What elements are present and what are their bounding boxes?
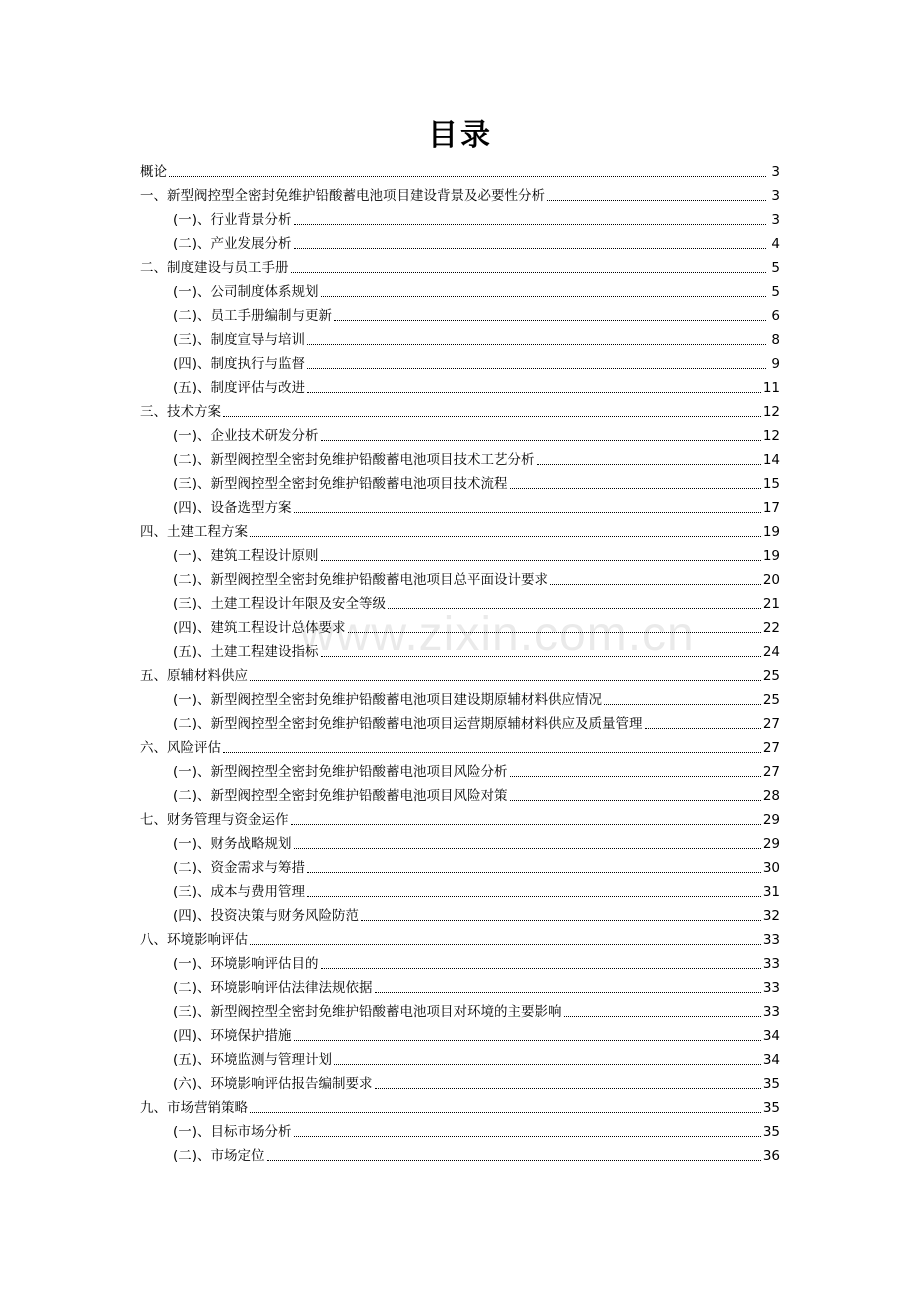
- toc-entry-title: (四)、建筑工程设计总体要求: [173, 620, 346, 636]
- toc-page-number: 25: [762, 692, 780, 708]
- toc-entry-title: (一)、企业技术研发分析: [173, 428, 319, 444]
- dot-leader: [510, 776, 761, 777]
- toc-page-number: 33: [762, 932, 780, 948]
- dot-leader: [307, 392, 761, 393]
- toc-page-number: 27: [762, 764, 780, 780]
- toc-page-number: 36: [762, 1148, 780, 1164]
- toc-page-number: 35: [762, 1100, 780, 1116]
- toc-page-number: 4: [771, 236, 780, 252]
- toc-entry-title: (一)、目标市场分析: [173, 1124, 292, 1140]
- toc-subentry[interactable]: [140, 424, 780, 448]
- toc-entry[interactable]: [140, 256, 780, 280]
- toc-subentry[interactable]: [140, 976, 780, 1000]
- toc-page-number: 19: [762, 524, 780, 540]
- dot-leader: [361, 920, 761, 921]
- dot-leader: [291, 272, 767, 273]
- toc-entry-title: 九、市场营销策略: [140, 1100, 248, 1116]
- toc-entry[interactable]: [140, 1096, 780, 1120]
- toc-entry-title: 概论: [140, 164, 167, 180]
- toc-page-number: 20: [762, 572, 780, 588]
- toc-entry-title: 四、土建工程方案: [140, 524, 248, 540]
- toc-entry-title: (三)、新型阀控型全密封免维护铅酸蓄电池项目对环境的主要影响: [173, 1004, 562, 1020]
- toc-entry[interactable]: [140, 184, 780, 208]
- toc-subentry[interactable]: [140, 568, 780, 592]
- toc-entry-title: (一)、建筑工程设计原则: [173, 548, 319, 564]
- dot-leader: [307, 344, 766, 345]
- toc-subentry[interactable]: [140, 1048, 780, 1072]
- toc-page-number: 12: [762, 428, 780, 444]
- toc-entry[interactable]: [140, 400, 780, 424]
- toc-subentry[interactable]: [140, 352, 780, 376]
- table-of-contents: [140, 160, 780, 1168]
- toc-page-number: 5: [771, 260, 780, 276]
- dot-leader: [334, 320, 766, 321]
- toc-entry-title: 六、风险评估: [140, 740, 221, 756]
- toc-entry-title: (六)、环境影响评估报告编制要求: [173, 1076, 373, 1092]
- toc-page-number: 29: [762, 836, 780, 852]
- dot-leader: [321, 560, 761, 561]
- toc-entry-title: (二)、资金需求与筹措: [173, 860, 306, 876]
- toc-page-number: 29: [762, 812, 780, 828]
- toc-entry-title: (三)、成本与费用管理: [173, 884, 306, 900]
- toc-entry-title: (四)、制度执行与监督: [173, 356, 306, 372]
- toc-subentry[interactable]: [140, 1120, 780, 1144]
- toc-subentry[interactable]: [140, 784, 780, 808]
- toc-page-number: 3: [771, 164, 780, 180]
- toc-entry-title: 三、技术方案: [140, 404, 221, 420]
- toc-entry-title: (二)、新型阀控型全密封免维护铅酸蓄电池项目运营期原辅材料供应及质量管理: [173, 716, 643, 732]
- toc-subentry[interactable]: [140, 760, 780, 784]
- dot-leader: [547, 200, 766, 201]
- dot-leader: [294, 248, 766, 249]
- toc-page-number: 22: [762, 620, 780, 636]
- dot-leader: [388, 608, 761, 609]
- toc-page-number: 11: [762, 380, 780, 396]
- toc-entry[interactable]: [140, 736, 780, 760]
- toc-page-number: 25: [762, 668, 780, 684]
- toc-page-number: 34: [762, 1052, 780, 1068]
- toc-page-number: 34: [762, 1028, 780, 1044]
- toc-entry-title: (二)、员工手册编制与更新: [173, 308, 333, 324]
- dot-leader: [294, 1136, 761, 1137]
- toc-page-number: 32: [762, 908, 780, 924]
- toc-page-number: 6: [771, 308, 780, 324]
- toc-entry-title: (四)、环境保护措施: [173, 1028, 292, 1044]
- toc-page-number: 33: [762, 1004, 780, 1020]
- toc-page-number: 35: [762, 1124, 780, 1140]
- toc-subentry[interactable]: [140, 208, 780, 232]
- toc-subentry[interactable]: [140, 880, 780, 904]
- toc-entry[interactable]: [140, 664, 780, 688]
- dot-leader: [291, 824, 761, 825]
- toc-subentry[interactable]: [140, 472, 780, 496]
- dot-leader: [321, 968, 761, 969]
- dot-leader: [294, 1040, 761, 1041]
- dot-leader: [307, 896, 761, 897]
- toc-entry-title: (一)、新型阀控型全密封免维护铅酸蓄电池项目建设期原辅材料供应情况: [173, 692, 603, 708]
- dot-leader: [250, 680, 761, 681]
- toc-subentry[interactable]: [140, 328, 780, 352]
- toc-page-number: 27: [762, 716, 780, 732]
- toc-entry-title: (一)、环境影响评估目的: [173, 956, 319, 972]
- toc-page-number: 28: [762, 788, 780, 804]
- dot-leader: [223, 752, 761, 753]
- toc-page-number: 12: [762, 404, 780, 420]
- toc-entry[interactable]: [140, 928, 780, 952]
- toc-subentry[interactable]: [140, 1000, 780, 1024]
- dot-leader: [348, 632, 761, 633]
- toc-subentry[interactable]: [140, 856, 780, 880]
- toc-subentry[interactable]: [140, 904, 780, 928]
- toc-subentry[interactable]: [140, 712, 780, 736]
- toc-entry-title: (四)、投资决策与财务风险防范: [173, 908, 360, 924]
- toc-subentry[interactable]: [140, 832, 780, 856]
- dot-leader: [550, 584, 761, 585]
- toc-subentry[interactable]: [140, 688, 780, 712]
- dot-leader: [564, 1016, 761, 1017]
- toc-subentry[interactable]: [140, 1144, 780, 1168]
- toc-entry-title: 五、原辅材料供应: [140, 668, 248, 684]
- page-title: 目录: [428, 118, 492, 153]
- toc-page-number: 3: [771, 188, 780, 204]
- toc-page-number: 15: [762, 476, 780, 492]
- toc-entry-title: (一)、财务战略规划: [173, 836, 292, 852]
- toc-page-number: 30: [762, 860, 780, 876]
- toc-page-number: 17: [762, 500, 780, 516]
- toc-page-number: 33: [762, 980, 780, 996]
- toc-subentry[interactable]: [140, 1072, 780, 1096]
- toc-entry[interactable]: [140, 160, 780, 184]
- toc-subentry[interactable]: [140, 544, 780, 568]
- watermark: www.zixin.com.cn: [300, 608, 695, 661]
- dot-leader: [294, 224, 766, 225]
- toc-page-number: 24: [762, 644, 780, 660]
- toc-page-number: 31: [762, 884, 780, 900]
- dot-leader: [537, 464, 761, 465]
- toc-entry-title: (五)、土建工程建设指标: [173, 644, 319, 660]
- toc-entry-title: (三)、制度宣导与培训: [173, 332, 306, 348]
- dot-leader: [307, 872, 761, 873]
- toc-subentry[interactable]: [140, 376, 780, 400]
- dot-leader: [169, 176, 766, 177]
- toc-entry[interactable]: [140, 808, 780, 832]
- toc-subentry[interactable]: [140, 280, 780, 304]
- dot-leader: [294, 848, 761, 849]
- dot-leader: [510, 488, 761, 489]
- toc-page-number: 33: [762, 956, 780, 972]
- dot-leader: [645, 728, 761, 729]
- toc-page-number: 21: [762, 596, 780, 612]
- toc-entry-title: (二)、新型阀控型全密封免维护铅酸蓄电池项目总平面设计要求: [173, 572, 549, 588]
- toc-subentry[interactable]: [140, 952, 780, 976]
- toc-entry-title: (二)、市场定位: [173, 1148, 265, 1164]
- toc-page-number: 9: [771, 356, 780, 372]
- toc-entry-title: (二)、新型阀控型全密封免维护铅酸蓄电池项目技术工艺分析: [173, 452, 535, 468]
- toc-entry-title: (三)、土建工程设计年限及安全等级: [173, 596, 387, 612]
- toc-subentry[interactable]: [140, 616, 780, 640]
- dot-leader: [307, 368, 766, 369]
- toc-page-number: 14: [762, 452, 780, 468]
- toc-page-number: 35: [762, 1076, 780, 1092]
- toc-entry-title: (三)、新型阀控型全密封免维护铅酸蓄电池项目技术流程: [173, 476, 508, 492]
- toc-entry[interactable]: [140, 520, 780, 544]
- toc-subentry[interactable]: [140, 232, 780, 256]
- dot-leader: [321, 656, 761, 657]
- toc-entry-title: 八、环境影响评估: [140, 932, 248, 948]
- toc-entry-title: (一)、公司制度体系规划: [173, 284, 319, 300]
- dot-leader: [375, 1088, 761, 1089]
- toc-entry-title: (四)、设备选型方案: [173, 500, 292, 516]
- dot-leader: [510, 800, 761, 801]
- dot-leader: [375, 992, 761, 993]
- toc-entry-title: (五)、环境监测与管理计划: [173, 1052, 333, 1068]
- toc-entry-title: (二)、环境影响评估法律法规依据: [173, 980, 373, 996]
- dot-leader: [321, 296, 766, 297]
- dot-leader: [267, 1160, 761, 1161]
- dot-leader: [604, 704, 761, 705]
- toc-page-number: 19: [762, 548, 780, 564]
- dot-leader: [250, 944, 761, 945]
- toc-entry-title: (一)、新型阀控型全密封免维护铅酸蓄电池项目风险分析: [173, 764, 508, 780]
- toc-page-number: 5: [771, 284, 780, 300]
- toc-entry-title: (二)、新型阀控型全密封免维护铅酸蓄电池项目风险对策: [173, 788, 508, 804]
- toc-entry-title: (五)、制度评估与改进: [173, 380, 306, 396]
- toc-page-number: 8: [771, 332, 780, 348]
- toc-subentry[interactable]: [140, 448, 780, 472]
- toc-subentry[interactable]: [140, 640, 780, 664]
- dot-leader: [250, 1112, 761, 1113]
- toc-subentry[interactable]: [140, 496, 780, 520]
- dot-leader: [321, 440, 761, 441]
- toc-entry-title: 七、财务管理与资金运作: [140, 812, 289, 828]
- dot-leader: [250, 536, 761, 537]
- toc-subentry[interactable]: [140, 592, 780, 616]
- toc-page-number: 27: [762, 740, 780, 756]
- toc-subentry[interactable]: [140, 304, 780, 328]
- toc-entry-title: (二)、产业发展分析: [173, 236, 292, 252]
- toc-entry-title: 二、制度建设与员工手册: [140, 260, 289, 276]
- dot-leader: [223, 416, 761, 417]
- dot-leader: [334, 1064, 761, 1065]
- dot-leader: [294, 512, 761, 513]
- toc-subentry[interactable]: [140, 1024, 780, 1048]
- toc-entry-title: 一、新型阀控型全密封免维护铅酸蓄电池项目建设背景及必要性分析: [140, 188, 545, 204]
- toc-page-number: 3: [771, 212, 780, 228]
- toc-entry-title: (一)、行业背景分析: [173, 212, 292, 228]
